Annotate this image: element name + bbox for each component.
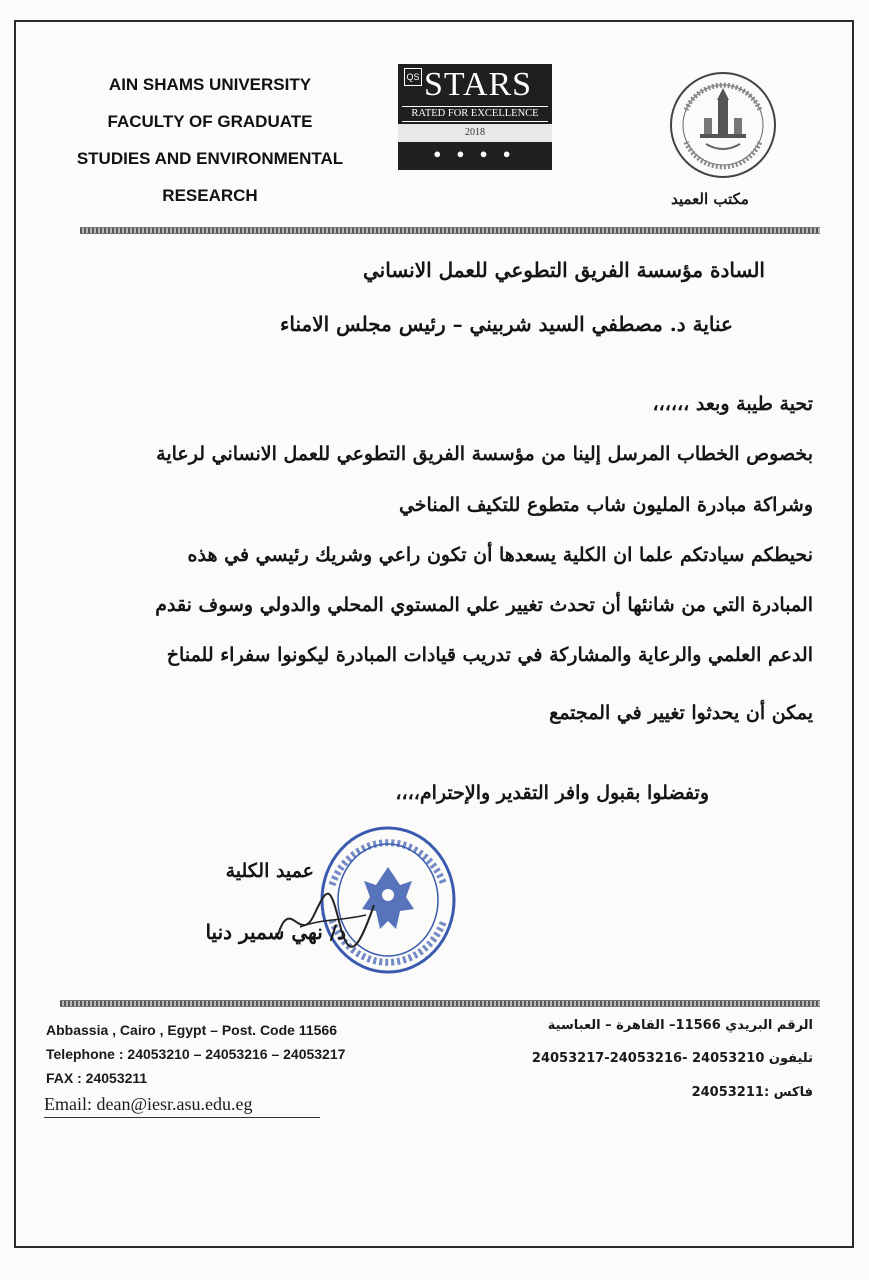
- university-line: RESEARCH: [162, 186, 258, 205]
- stars-subtitle: RATED FOR EXCELLENCE: [402, 106, 548, 122]
- university-name-block: [40, 66, 380, 214]
- dean-office-label: مكتب العميد: [671, 190, 749, 208]
- qs-stars-badge: [398, 64, 552, 170]
- phone-ar: تليفون 24053210 -24053216-24053217: [531, 1051, 813, 1066]
- handwritten-signature: [270, 875, 390, 955]
- attention-line: عناية د. مصطفي السيد شربيني – رئيس مجلس الامناء: [279, 312, 733, 336]
- email-link[interactable]: Email: dean@iesr.asu.edu.eg: [44, 1094, 320, 1118]
- closing: وتفضلوا بقبول وافر التقدير والإحترام،،،،: [395, 782, 709, 804]
- university-seal-logo: [668, 70, 778, 180]
- university-line: FACULTY OF GRADUATE: [107, 112, 313, 131]
- fax-ar: فاكس :24053211: [691, 1085, 813, 1100]
- stars-rating: ● ● ● ●: [433, 146, 517, 161]
- address-en: Abbassia , Cairo , Egypt – Post. Code 11566: [46, 1022, 337, 1038]
- address-ar: الرقم البريدي 11566– القاهرة – العباسية: [547, 1018, 813, 1033]
- university-line: STUDIES AND ENVIRONMENTAL: [76, 149, 344, 168]
- body-line: يمكن أن يحدثوا تغيير في المجتمع: [549, 702, 813, 724]
- body-line: وشراكة مبادرة المليون شاب متطوع للتكيف المناخي: [398, 494, 813, 516]
- body-line: المبادرة التي من شانئها أن تحدث تغيير علي المستوي المحلي والدولي وسوف نقدم: [155, 594, 813, 616]
- greeting: تحية طيبة وبعد ،،،،،،: [652, 393, 813, 415]
- body-line: بخصوص الخطاب المرسل إلينا من مؤسسة الفريق التطوعي للعمل الانساني لرعاية: [156, 443, 813, 465]
- signatory-name: د/ نهي سمير دنيا: [205, 920, 346, 944]
- qs-logo: QS: [404, 68, 422, 86]
- addressee: السادة مؤسسة الفريق التطوعي للعمل الانساني: [362, 258, 765, 282]
- fax-en: FAX : 24053211: [46, 1070, 148, 1086]
- body-line: الدعم العلمي والرعاية والمشاركة في تدريب قيادات المبادرة ليكونوا سفراء للمناخ: [166, 644, 813, 666]
- signatory-title: عميد الكلية: [225, 860, 314, 882]
- header-divider: [80, 227, 820, 234]
- body-line: نحيطكم سيادتكم علما ان الكلية يسعدها أن تكون راعي وشريك رئيسي في هذه: [187, 544, 813, 566]
- university-line: AIN SHAMS UNIVERSITY: [108, 75, 312, 94]
- footer-divider: [60, 1000, 820, 1007]
- stars-year: 2018: [398, 124, 552, 142]
- stars-title: STARS: [424, 66, 533, 103]
- phone-en: Telephone : 24053210 – 24053216 – 24053217: [46, 1046, 346, 1062]
